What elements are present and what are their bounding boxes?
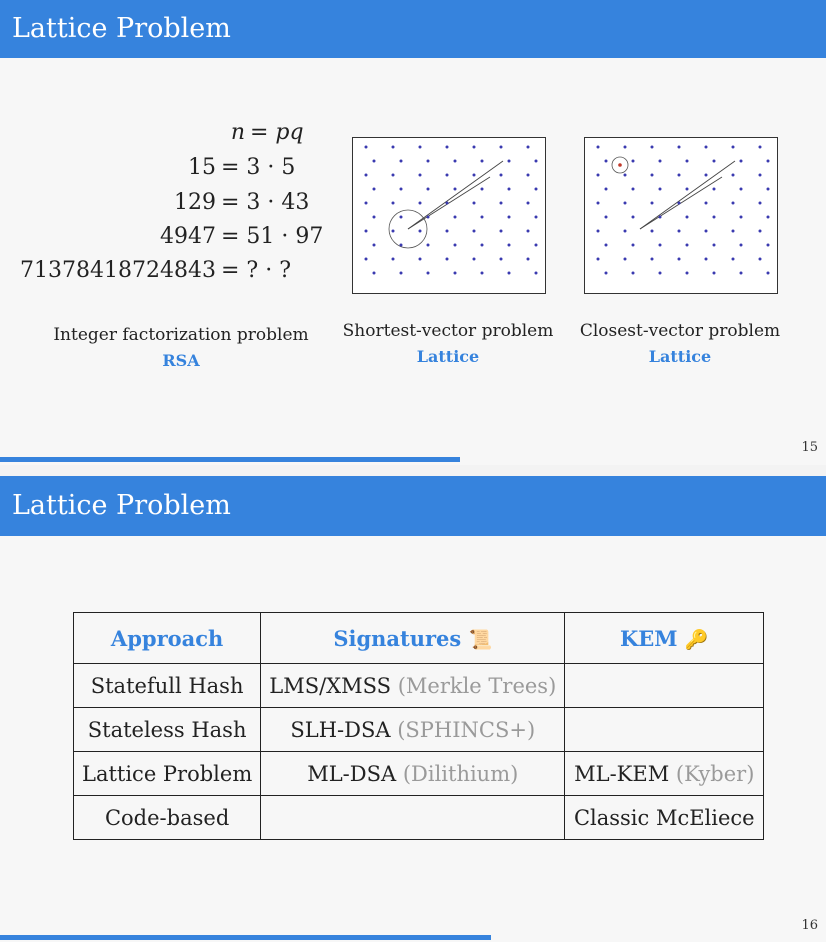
kem-name: ML-KEM — [574, 761, 670, 786]
lattice-point — [651, 230, 654, 233]
page-number: 15 — [801, 440, 818, 455]
lattice-point — [713, 272, 716, 275]
svp-basis-vector-b1 — [408, 161, 503, 229]
lattice-point — [705, 202, 708, 205]
lattice-point — [481, 272, 484, 275]
lattice-point — [500, 174, 503, 177]
lattice-point — [419, 230, 422, 233]
header-kem — [565, 613, 764, 664]
cell-kem — [565, 796, 764, 840]
lattice-point — [651, 258, 654, 261]
progress-bar — [0, 935, 491, 940]
lattice-point — [427, 188, 430, 191]
lattice-point — [767, 160, 770, 163]
lattice-point — [365, 202, 368, 205]
kem-note: (Kyber) — [675, 761, 755, 786]
lattice-point — [705, 174, 708, 177]
lattice-point — [767, 188, 770, 191]
lattice-point — [659, 272, 662, 275]
lattice-point — [624, 202, 627, 205]
lattice-point — [659, 244, 662, 247]
cvp-basis-vector-b1 — [640, 161, 735, 229]
caption-sub: Lattice — [416, 347, 480, 366]
lattice-point — [454, 244, 457, 247]
lattice-point — [508, 272, 511, 275]
lattice-point — [678, 146, 681, 149]
lattice-point — [632, 160, 635, 163]
table-row — [74, 752, 764, 796]
lattice-point — [446, 174, 449, 177]
lattice-point — [686, 272, 689, 275]
caption-shortest-vector — [340, 321, 556, 366]
equation-lhs: 4947 — [160, 224, 216, 249]
lattice-point — [759, 146, 762, 149]
lattice-point — [473, 258, 476, 261]
lattice-point — [605, 272, 608, 275]
lattice-point — [686, 188, 689, 191]
lattice-point — [678, 174, 681, 177]
lattice-point — [508, 244, 511, 247]
equation-rhs-row — [221, 155, 295, 180]
lattice-point — [767, 216, 770, 219]
caption-label: Closest-vector problem — [579, 321, 781, 341]
equation-row — [0, 190, 216, 220]
lattice-point — [740, 160, 743, 163]
caption-label: Shortest-vector problem — [342, 321, 554, 341]
lattice-point — [481, 160, 484, 163]
equation-rhs-row — [250, 120, 304, 145]
lattice-point — [400, 272, 403, 275]
equation-lhs: 15 — [188, 155, 216, 180]
lattice-point — [392, 258, 395, 261]
lattice-point — [659, 188, 662, 191]
lattice-point — [473, 174, 476, 177]
header-label: Approach — [110, 625, 224, 651]
lattice-point — [767, 272, 770, 275]
lattice-point — [759, 230, 762, 233]
closest-vector-lattice-figure — [584, 137, 778, 294]
lattice-point — [392, 230, 395, 233]
lattice-point — [605, 216, 608, 219]
lattice-point — [508, 216, 511, 219]
lattice-point — [527, 146, 530, 149]
signature-note: (Merkle Trees) — [397, 673, 557, 698]
lattice-point — [632, 188, 635, 191]
cell-signature — [261, 708, 565, 752]
shortest-vector-lattice-figure — [352, 137, 546, 294]
svp-lattice-svg — [353, 138, 545, 293]
lattice-point — [419, 202, 422, 205]
lattice-point — [427, 216, 430, 219]
equation-row — [0, 224, 216, 254]
lattice-point — [713, 188, 716, 191]
lattice-point — [481, 188, 484, 191]
lattice-point — [527, 258, 530, 261]
equation-rhs: = pq — [250, 120, 304, 145]
lattice-point — [686, 160, 689, 163]
lattice-point — [473, 146, 476, 149]
caption-sub: RSA — [162, 351, 200, 370]
lattice-point — [419, 146, 422, 149]
lattice-point — [705, 230, 708, 233]
caption-label: Integer factorization problem — [53, 325, 309, 345]
lattice-point — [373, 272, 376, 275]
pqc-approach-table — [73, 612, 764, 840]
cell-kem — [565, 708, 764, 752]
lattice-point — [500, 146, 503, 149]
lattice-point — [454, 188, 457, 191]
equation-lhs: n — [230, 120, 245, 145]
equation-row — [0, 155, 216, 185]
lattice-point — [527, 202, 530, 205]
scroll-icon: 📜 — [468, 628, 493, 651]
lattice-point — [392, 202, 395, 205]
lattice-point — [427, 244, 430, 247]
caption-closest-vector — [572, 321, 788, 366]
lattice-point — [392, 146, 395, 149]
signature-note: (Dilithium) — [402, 761, 519, 786]
lattice-point — [659, 160, 662, 163]
lattice-point — [535, 244, 538, 247]
header-approach — [74, 613, 261, 664]
lattice-point — [481, 244, 484, 247]
equation-rhs-row — [221, 224, 323, 249]
lattice-point — [713, 244, 716, 247]
cell-kem — [565, 752, 764, 796]
slide-title: Lattice Problem — [0, 476, 826, 536]
cell-approach: Stateless Hash — [74, 708, 261, 752]
equation-rhs-row — [221, 190, 309, 215]
header-label: KEM — [620, 625, 678, 651]
lattice-point — [759, 202, 762, 205]
lattice-point — [373, 188, 376, 191]
lattice-point — [365, 174, 368, 177]
lattice-point — [651, 202, 654, 205]
lattice-point — [454, 160, 457, 163]
lattice-point — [632, 272, 635, 275]
kem-name: Classic McEliece — [573, 805, 755, 830]
equation-row — [0, 258, 216, 288]
lattice-point — [597, 146, 600, 149]
lattice-point — [597, 174, 600, 177]
equation-rhs-row — [221, 258, 291, 283]
lattice-point — [446, 230, 449, 233]
lattice-point — [605, 244, 608, 247]
key-icon: 🔑 — [684, 628, 709, 651]
lattice-point — [446, 202, 449, 205]
lattice-point — [767, 244, 770, 247]
lattice-point — [392, 174, 395, 177]
lattice-point — [759, 174, 762, 177]
cell-signature — [261, 752, 565, 796]
lattice-point — [678, 258, 681, 261]
lattice-point — [473, 202, 476, 205]
table-row — [74, 664, 764, 708]
lattice-point — [427, 272, 430, 275]
lattice-point — [678, 202, 681, 205]
lattice-point — [732, 174, 735, 177]
lattice-point — [419, 174, 422, 177]
cell-approach: Lattice Problem — [74, 752, 261, 796]
lattice-point — [740, 188, 743, 191]
cell-signature — [261, 796, 565, 840]
table-row — [74, 796, 764, 840]
lattice-point — [686, 244, 689, 247]
lattice-point — [400, 188, 403, 191]
lattice-point — [605, 160, 608, 163]
slide-16 — [0, 476, 826, 942]
lattice-point — [446, 258, 449, 261]
lattice-point — [740, 216, 743, 219]
lattice-point — [535, 216, 538, 219]
lattice-point — [713, 160, 716, 163]
equation-lhs: 129 — [174, 190, 216, 215]
lattice-point — [365, 258, 368, 261]
lattice-point — [705, 146, 708, 149]
lattice-point — [686, 216, 689, 219]
lattice-point — [527, 174, 530, 177]
lattice-point — [597, 258, 600, 261]
lattice-point — [365, 146, 368, 149]
equation-rhs: = 3 · 5 — [221, 155, 296, 180]
header-signatures — [261, 613, 565, 664]
lattice-point — [740, 244, 743, 247]
slide-15 — [0, 0, 826, 465]
equation-rhs: = 3 · 43 — [221, 190, 310, 215]
lattice-point — [632, 244, 635, 247]
lattice-point — [713, 216, 716, 219]
lattice-point — [454, 216, 457, 219]
lattice-point — [365, 230, 368, 233]
lattice-point — [508, 188, 511, 191]
lattice-point — [527, 230, 530, 233]
lattice-point — [473, 230, 476, 233]
table-row — [74, 708, 764, 752]
lattice-point — [400, 244, 403, 247]
equation-rhs: = ? · ? — [221, 258, 291, 283]
lattice-point — [759, 258, 762, 261]
lattice-point — [446, 146, 449, 149]
lattice-point — [500, 202, 503, 205]
lattice-point — [651, 146, 654, 149]
lattice-point — [740, 272, 743, 275]
equation-row — [0, 120, 245, 150]
cvp-lattice-svg — [585, 138, 777, 293]
caption-integer-factorization — [50, 325, 312, 370]
lattice-point — [597, 230, 600, 233]
signature-name: SLH-DSA — [290, 717, 391, 742]
lattice-point — [454, 272, 457, 275]
caption-sub: Lattice — [648, 347, 712, 366]
signature-note: (SPHINCS+) — [397, 717, 536, 742]
lattice-point — [597, 202, 600, 205]
lattice-point — [732, 202, 735, 205]
cvp-target-point — [618, 163, 622, 167]
lattice-point — [678, 230, 681, 233]
progress-bar — [0, 457, 460, 462]
lattice-point — [427, 160, 430, 163]
slide-title: Lattice Problem — [0, 0, 826, 58]
lattice-point — [481, 216, 484, 219]
lattice-point — [535, 272, 538, 275]
lattice-point — [500, 230, 503, 233]
lattice-point — [624, 146, 627, 149]
cell-approach: Code-based — [74, 796, 261, 840]
lattice-point — [500, 258, 503, 261]
lattice-point — [373, 244, 376, 247]
lattice-point — [732, 146, 735, 149]
lattice-point — [624, 174, 627, 177]
lattice-point — [659, 216, 662, 219]
lattice-point — [632, 216, 635, 219]
equation-lhs: 71378418724843 — [20, 258, 216, 283]
lattice-point — [535, 160, 538, 163]
lattice-point — [732, 258, 735, 261]
lattice-point — [400, 160, 403, 163]
table-header-row — [74, 613, 764, 664]
cell-kem — [565, 664, 764, 708]
lattice-point — [705, 258, 708, 261]
signature-name: LMS/XMSS — [269, 673, 392, 698]
lattice-point — [508, 160, 511, 163]
lattice-point — [400, 216, 403, 219]
header-label: Signatures — [333, 625, 462, 651]
lattice-point — [373, 216, 376, 219]
signature-name: ML-DSA — [307, 761, 397, 786]
page-number: 16 — [801, 918, 818, 933]
lattice-point — [624, 230, 627, 233]
cell-signature — [261, 664, 565, 708]
lattice-point — [605, 188, 608, 191]
lattice-point — [535, 188, 538, 191]
lattice-point — [373, 160, 376, 163]
cell-approach: Statefull Hash — [74, 664, 261, 708]
lattice-point — [419, 258, 422, 261]
lattice-point — [651, 174, 654, 177]
equation-rhs: = 51 · 97 — [221, 224, 324, 249]
lattice-point — [624, 258, 627, 261]
lattice-point — [732, 230, 735, 233]
